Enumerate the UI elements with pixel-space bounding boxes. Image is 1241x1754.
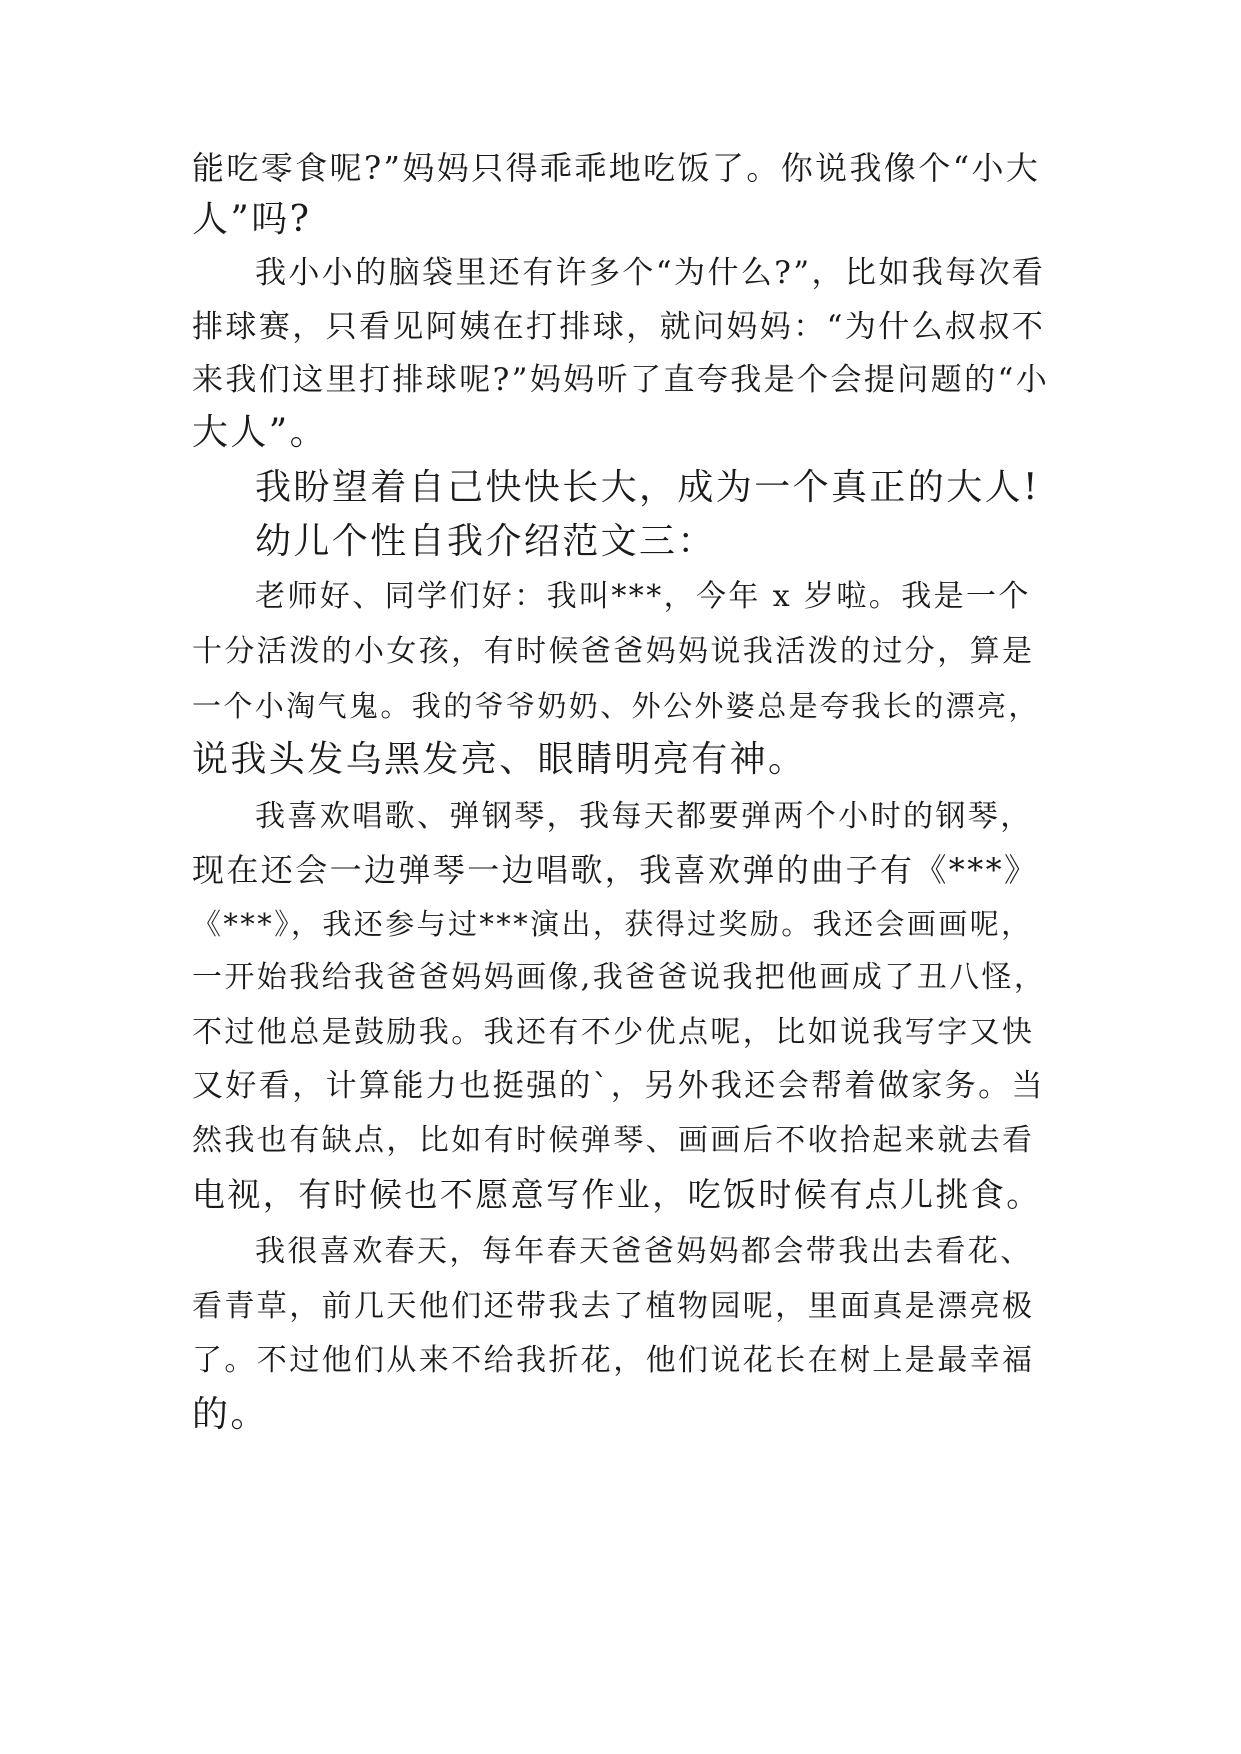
text-line: 电视，有时候也不愿意写作业，吃饭时候有点儿挑食。 — [192, 1175, 1042, 1214]
text-line: 十分活泼的小女孩，有时候爸爸妈妈说我活泼的过分，算是 — [192, 634, 1035, 669]
text-line: 现在还会一边弹琴一边唱歌，我喜欢弹的曲子有《***》 — [192, 851, 1039, 889]
paragraph-start: 我很喜欢春天，每年春天爸爸妈妈都会带我出去看花、 — [255, 1234, 1033, 1269]
text-line: 《***》，我还参与过***演出，获得过奖励。我还会画画呢， — [192, 907, 1033, 941]
paragraph-start: 我盼望着自己快快长大，成为一个真正的大人! — [255, 467, 1040, 508]
text-line: 排球赛，只看见阿姨在打排球，就问妈妈：“为什么叔叔不 — [192, 309, 1046, 345]
text-line: 不过他总是鼓励我。我还有不少优点呢，比如说我写字又快 — [192, 1015, 1035, 1050]
text-line: 能吃零食呢?”妈妈只得乖乖地吃饭了。你说我像个“小大 — [192, 149, 1041, 187]
text-line: 了。不过他们从来不给我折花，他们说花长在树上是最幸福 — [192, 1343, 1035, 1378]
text-line: 一开始我给我爸爸妈妈画像,我爸爸说我把他画成了丑八怪， — [192, 960, 1047, 995]
text-line: 人”吗? — [192, 199, 312, 240]
text-line: 然我也有缺点，比如有时候弹琴、画画后不收拾起来就去看 — [192, 1123, 1035, 1158]
text-line: 来我们这里打排球呢?”妈妈听了直夸我是个会提问题的“小 — [192, 362, 1050, 398]
text-line: 一个小淘气鬼。我的爷爷奶奶、外公外婆总是夸我长的漂亮， — [192, 689, 1040, 723]
paragraph-start: 我喜欢唱歌、弹钢琴，我每天都要弹两个小时的钢琴， — [255, 799, 1033, 834]
text-line: 的。 — [192, 1394, 269, 1435]
section-heading: 幼儿个性自我介绍范文三： — [255, 521, 716, 562]
paragraph-start: 我小小的脑袋里还有许多个“为什么?”，比如我每次看 — [255, 255, 1046, 291]
text-line: 大人”。 — [192, 412, 329, 453]
text-line: 又好看，计算能力也挺强的`，另外我还会帮着做家务。当 — [192, 1068, 1045, 1104]
paragraph-start: 老师好、同学们好：我叫***，今年 x 岁啦。我是一个 — [255, 579, 1031, 614]
text-line: 看青草，前几天他们还带我去了植物园呢，里面真是漂亮极 — [192, 1289, 1035, 1324]
text-line: 说我头发乌黑发亮、眼睛明亮有神。 — [192, 739, 807, 780]
